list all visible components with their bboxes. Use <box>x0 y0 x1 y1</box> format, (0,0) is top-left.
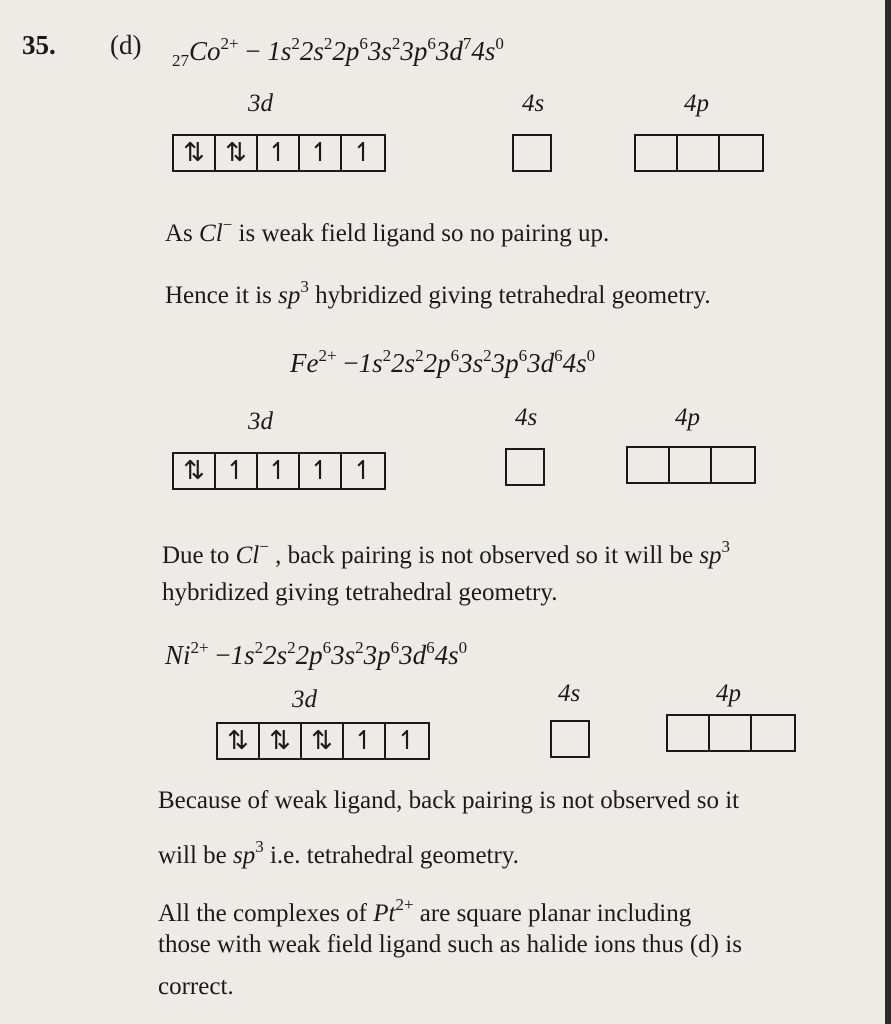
config-term: $3p^6$ <box>491 346 528 378</box>
empty-orbital-cell <box>720 136 762 170</box>
iron-4s-orbital-box <box>505 448 545 486</box>
config-term: $4s^0$ <box>471 34 504 66</box>
cobalt-label-4p: 4p <box>684 90 709 117</box>
empty-orbital-cell <box>710 716 752 750</box>
empty-orbital-cell <box>636 136 678 170</box>
page-edge-shadow <box>885 0 891 1024</box>
nickel-label-4p: 4p <box>716 680 741 707</box>
iron-label-4s: 4s <box>515 404 538 431</box>
orbital-cell: ⇅ <box>216 136 258 170</box>
config-term: $2p^6$ <box>295 638 332 670</box>
config-term: $2p^6$ <box>423 346 460 378</box>
config-term: $4s^0$ <box>434 638 468 670</box>
config-term: $3d^6$ <box>527 346 563 378</box>
cobalt-4p-orbital-boxes <box>634 134 764 172</box>
orbital-cell: ↿ <box>216 454 258 488</box>
nickel-label-4s: 4s <box>558 680 581 707</box>
orbital-cell: ↿ <box>258 454 300 488</box>
config-term: $4s^0$ <box>562 346 596 378</box>
orbital-cell: ⇅ <box>174 136 216 170</box>
cobalt-text-line-1: As Cl− is weak field ligand so no pairing up. <box>165 215 610 247</box>
empty-orbital-cell <box>668 716 710 750</box>
platinum-text-line-2: those with weak field ligand such as halide ions thus (d) is <box>158 931 742 958</box>
iron-label-3d: 3d <box>248 408 273 435</box>
iron-text-line-1: Due to Cl− , back pairing is not observed so it will be $sp^3$ <box>162 537 731 569</box>
cobalt-text-line-2: Hence it is $sp^3$ hybridized giving tetrahedral geometry. <box>165 277 711 309</box>
empty-orbital-cell <box>712 448 754 482</box>
orbital-cell: ⇅ <box>302 724 344 758</box>
config-term: $3s^2$ <box>367 34 401 66</box>
empty-orbital-cell <box>670 448 712 482</box>
nickel-config-formula: $Ni^{2+} -1s^22s^22p^63s^23p^63d^64s^0$ <box>165 638 468 670</box>
cobalt-label-4s: 4s <box>522 90 545 117</box>
orbital-cell: ↿ <box>352 456 374 486</box>
cobalt-3d-orbital-boxes <box>172 134 386 172</box>
config-term: $3s^2$ <box>459 346 492 378</box>
nickel-label-3d: 3d <box>292 686 317 713</box>
config-term: $1s^2$ <box>267 34 300 66</box>
orbital-cell: ↿ <box>258 136 300 170</box>
orbital-cell: ↿ <box>396 726 418 756</box>
iron-label-4p: 4p <box>675 404 700 431</box>
config-term: $3p^6$ <box>400 34 436 66</box>
config-term: $3s^2$ <box>331 638 364 670</box>
iron-text-line-2: hybridized giving tetrahedral geometry. <box>162 579 558 606</box>
config-term: $3d^6$ <box>399 638 435 670</box>
nickel-text-line-1: Because of weak ligand, back pairing is not observed so it <box>158 787 740 814</box>
config-term: $2s^2$ <box>263 638 296 670</box>
nickel-4p-orbital-boxes <box>666 714 796 752</box>
config-term: $2s^2$ <box>391 346 424 378</box>
config-term: $3p^6$ <box>363 638 400 670</box>
orbital-cell: ↿ <box>300 454 342 488</box>
orbital-cell: ↿ <box>300 136 342 170</box>
question-number: 35. <box>22 30 56 60</box>
nickel-4s-orbital-box <box>550 720 590 758</box>
cobalt-label-3d: 3d <box>248 90 273 117</box>
nickel-3d-orbital-boxes <box>216 722 430 760</box>
config-term: $1s^2$ <box>230 638 264 670</box>
config-term: $2p^6$ <box>332 34 368 66</box>
empty-orbital-cell <box>752 716 794 750</box>
platinum-text-line-1: All the complexes of $Pt^{2+}$ are square planar including <box>158 895 692 927</box>
empty-orbital-cell <box>678 136 720 170</box>
iron-4p-orbital-boxes <box>626 446 756 484</box>
cobalt-4s-orbital-box <box>512 134 552 172</box>
config-term: $3d^7$ <box>435 34 472 66</box>
platinum-text-line-3: correct. <box>158 973 234 1000</box>
empty-orbital-cell <box>628 448 670 482</box>
orbital-cell: ⇅ <box>260 724 302 758</box>
orbital-cell: ⇅ <box>218 724 260 758</box>
cobalt-config-formula: $_{27}Co^{2+} - 1s^22s^22p^63s^23p^63d^74s^0$ <box>172 34 504 70</box>
iron-3d-orbital-boxes <box>172 452 386 490</box>
config-term: $1s^2$ <box>358 346 392 378</box>
orbital-cell: ↿ <box>352 138 374 168</box>
nickel-text-line-2: will be $sp^3$ i.e. tetrahedral geometry. <box>158 837 519 869</box>
orbital-cell: ↿ <box>344 724 386 758</box>
config-term: $2s^2$ <box>299 34 333 66</box>
orbital-cell: ⇅ <box>174 454 216 488</box>
answer-option: (d) <box>110 30 142 60</box>
iron-config-formula: $Fe^{2+} -1s^22s^22p^63s^23p^63d^64s^0$ <box>290 346 596 378</box>
